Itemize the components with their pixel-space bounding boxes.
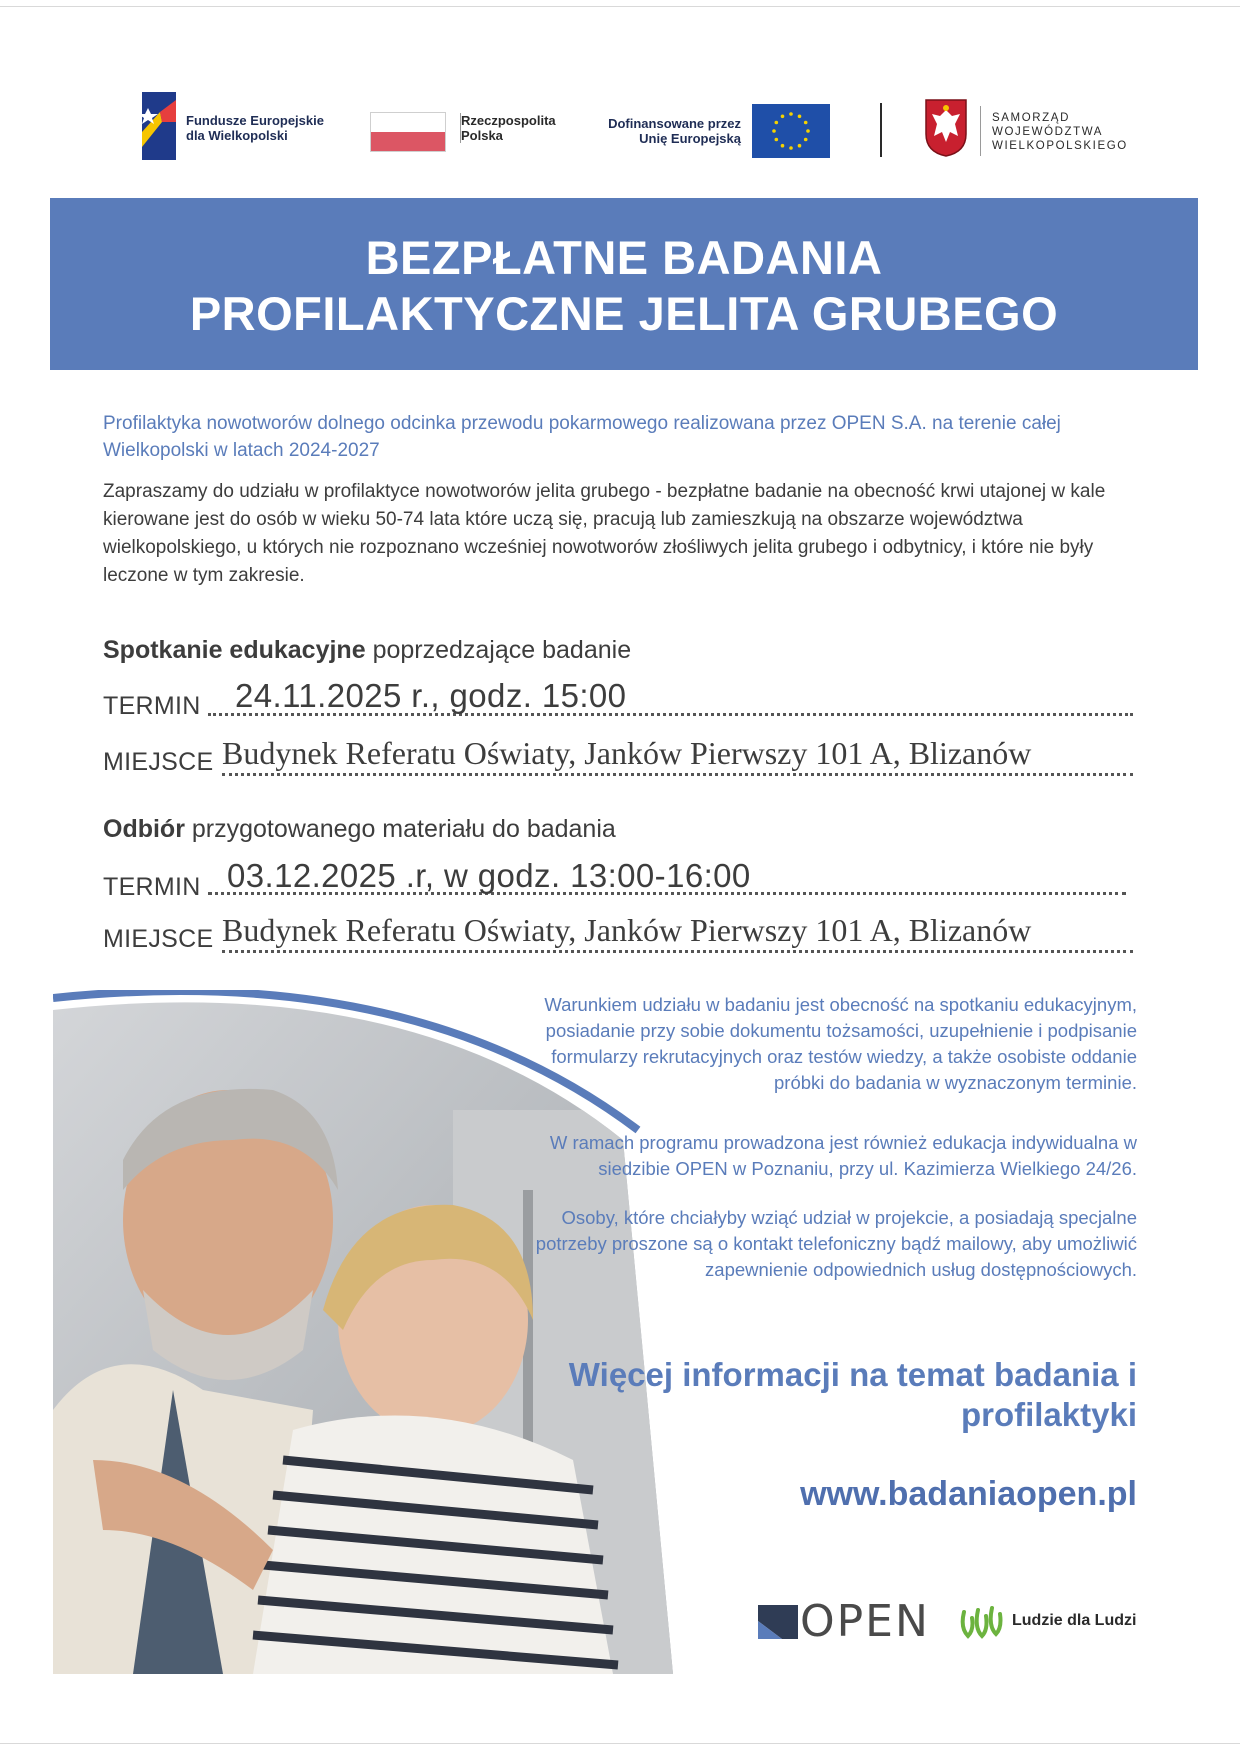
pickup-heading-rest: przygotowanego materiału do badania <box>191 815 616 843</box>
sw-separator <box>980 106 981 156</box>
more-info-heading: Więcej informacji na temat badania i profilaktyki <box>568 1356 1137 1433</box>
eu-star-icon <box>804 121 808 125</box>
eu-line-1: Dofinansowane przez <box>608 116 741 131</box>
pickup-heading-bold: Odbiór <box>103 815 185 843</box>
eu-logo-text <box>596 116 741 146</box>
pl-line-2: Polska <box>461 128 503 143</box>
open-logo-icon <box>758 1601 798 1643</box>
participation-conditions-text: Warunkiem udziału w badaniu jest obecność na spotkaniu edukacyjnym, posiadanie przy sobie dokumentu tożsamości, uzupełnienie i podpisanie formularzy rekrutacyjnych oraz testów wiedzy, a także osobiste oddanie próbki do badania w wyznaczonym terminie. <box>544 994 1137 1093</box>
eu-star-icon <box>806 129 810 133</box>
meeting-place-dotted-line <box>222 773 1133 776</box>
eu-star-icon <box>789 146 793 150</box>
fe-line-1: Fundusze Europejskie <box>186 113 324 128</box>
ludzie-dla-ludzi-text: Ludzie dla Ludzi <box>1012 1612 1137 1629</box>
meeting-place-value: Budynek Referatu Oświaty, Janków Pierwszy 101 A, Blizanów <box>222 735 1032 771</box>
title-line-1: BEZPŁATNE BADANIA <box>365 231 883 284</box>
pickup-place-value: Budynek Referatu Oświaty, Janków Pierwszy 101 A, Blizanów <box>222 912 1032 948</box>
eu-line-2: Unię Europejską <box>639 131 741 146</box>
sw-line-1: SAMORZĄD <box>992 112 1070 124</box>
title-banner <box>50 198 1198 370</box>
sw-line-2: WOJEWÓDZTWA <box>992 126 1104 138</box>
pickup-place-dotted-line <box>222 950 1133 953</box>
title-line-2: PROFILAKTYCZNE JELITA GRUBEGO <box>189 287 1059 340</box>
pickup-term-value: 03.12.2025 .r, w godz. 13:00-16:00 <box>227 857 751 894</box>
pickup-heading <box>103 815 616 844</box>
eu-star-icon <box>789 112 793 116</box>
eu-star-icon <box>772 129 776 133</box>
eu-star-icon <box>798 144 802 148</box>
meeting-term-label: TERMIN <box>103 692 201 720</box>
eu-star-icon <box>781 144 785 148</box>
eu-star-icon <box>804 138 808 142</box>
scan-top-edge <box>0 6 1240 7</box>
meeting-heading-bold: Spotkanie edukacyjne <box>103 636 366 664</box>
pickup-term-label: TERMIN <box>103 873 201 901</box>
pl-logo-text <box>460 113 556 143</box>
open-logo-text: OPEN <box>800 1596 930 1647</box>
sw-line-3: WIELKOPOLSKIEGO <box>992 140 1128 152</box>
logo-separator <box>880 103 882 157</box>
fe-logo-text <box>186 113 324 143</box>
eu-star-icon <box>798 115 802 119</box>
website-link[interactable]: www.badaniaopen.pl <box>800 1475 1137 1513</box>
meeting-term-value: 24.11.2025 r., godz. 15:00 <box>235 677 627 714</box>
wielkopolska-coat-of-arms-icon <box>924 98 968 158</box>
accessibility-text: Osoby, które chciałyby wziąć udział w projekcie, a posiadają specjalne potrzeby proszone są o kontakt telefoniczny bądź mailowy, aby umożliwić zapewnienie odpowiednich usług dostępnościowych. <box>535 1207 1137 1280</box>
individual-education-text: W ramach programu prowadzona jest również edukacja indywidualna w siedzibie OPEN w Poznaniu, przy ul. Kazimierza Wielkiego 24/26. <box>549 1132 1137 1179</box>
pl-line-1: Rzeczpospolita <box>461 113 556 128</box>
eu-flag-icon <box>752 104 830 158</box>
fe-flag-icon <box>142 92 176 160</box>
description-paragraph: Zapraszamy do udziału w profilaktyce nowotworów jelita grubego - bezpłatne badanie na obecność krwi utajonej w kale kierowane jest do osób w wieku 50-74 lata które uczą się, pracują lub zamieszkują na obszarze województwa wielkopolskiego, u których nie rozpoznano wcześniej nowotworów złośliwych jelita grubego i odbytnicy, i które nie były leczone w tym zakresie. <box>103 481 1106 586</box>
ludzie-dla-ludzi-icon <box>958 1604 1004 1644</box>
fe-line-2: dla Wielkopolski <box>186 128 288 143</box>
meeting-heading <box>103 636 631 665</box>
meeting-heading-rest: poprzedzające badanie <box>372 636 632 664</box>
poland-flag-icon <box>370 112 446 152</box>
sw-logo-text <box>992 111 1128 153</box>
eu-star-icon <box>781 115 785 119</box>
scan-bottom-edge <box>0 1743 1240 1744</box>
intro-text: Profilaktyka nowotworów dolnego odcinka przewodu pokarmowego realizowana przez OPEN S.A. na terenie całej Wielkopolski w latach 2024-2027 <box>103 413 1061 461</box>
eu-star-icon <box>775 121 779 125</box>
meeting-place-label: MIEJSCE <box>103 748 214 776</box>
eu-star-icon <box>775 138 779 142</box>
pickup-place-label: MIEJSCE <box>103 925 214 953</box>
